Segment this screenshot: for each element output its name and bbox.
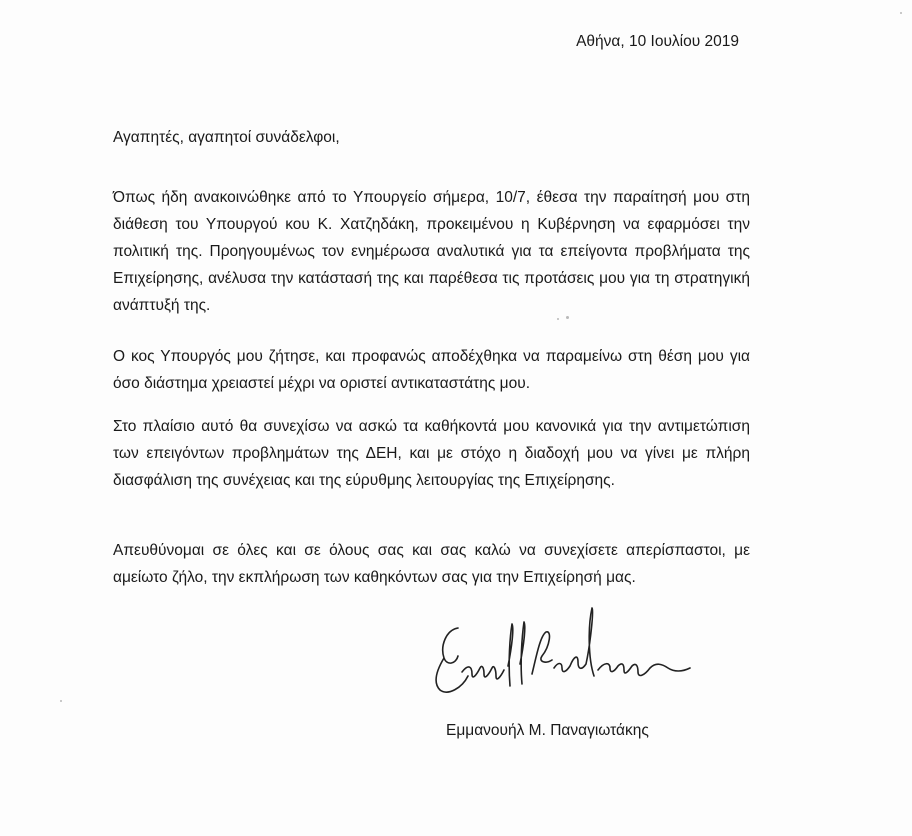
paragraph-appeal: Απευθύνομαι σε όλες και σε όλους σας και σας καλώ να συνεχίσετε απερίσπαστοι, με αμείωτο ζήλο, την εκπλήρωση των καθηκόντων σας για την Επιχείρησή μας.: [113, 542, 750, 586]
paragraph-minister-request: Ο κος Υπουργός μου ζήτησε, και προφανώς αποδέχθηκα να παραμείνω στη θέση μου για όσο διάστημα χρειαστεί μέχρι να οριστεί αντικαταστάτης μου.: [113, 348, 750, 392]
signatory-name: Εμμανουήλ Μ. Παναγιωτάκης: [446, 722, 649, 739]
handwritten-signature: [428, 606, 698, 706]
letter-date: Αθήνα, 10 Ιουλίου 2019: [576, 33, 739, 50]
paragraph-continuation: Στο πλαίσιο αυτό θα συνεχίσω να ασκώ τα καθήκοντά μου κανονικά για την αντιμετώπιση των επειγόντων προβλημάτων της ΔΕΗ, και με στόχο η διαδοχή μου να γίνει με πλήρη διασφάλιση της συνέχειας και της εύρυθμης λειτουργίας της Επιχείρησης.: [113, 418, 750, 489]
paragraph-resignation: Όπως ήδη ανακοινώθηκε από το Υπουργείο σήμερα, 10/7, έθεσα την παραίτησή μου στη διάθεση του Υπουργού κου Κ. Χατζηδάκη, προκειμένου η Κυβέρνηση να εφαρμόσει την πολιτική της. Προηγουμένως τον ενημέρωσα αναλυτικά για τα επείγοντα προβλήματα της Επιχείρησης, ανέλυσα την κατάστασή της και παρέθεσα τις προτάσεις μου για τη στρατηγική ανάπτυξή της.: [113, 189, 750, 314]
salutation: Αγαπητές, αγαπητοί συνάδελφοι,: [113, 129, 340, 146]
